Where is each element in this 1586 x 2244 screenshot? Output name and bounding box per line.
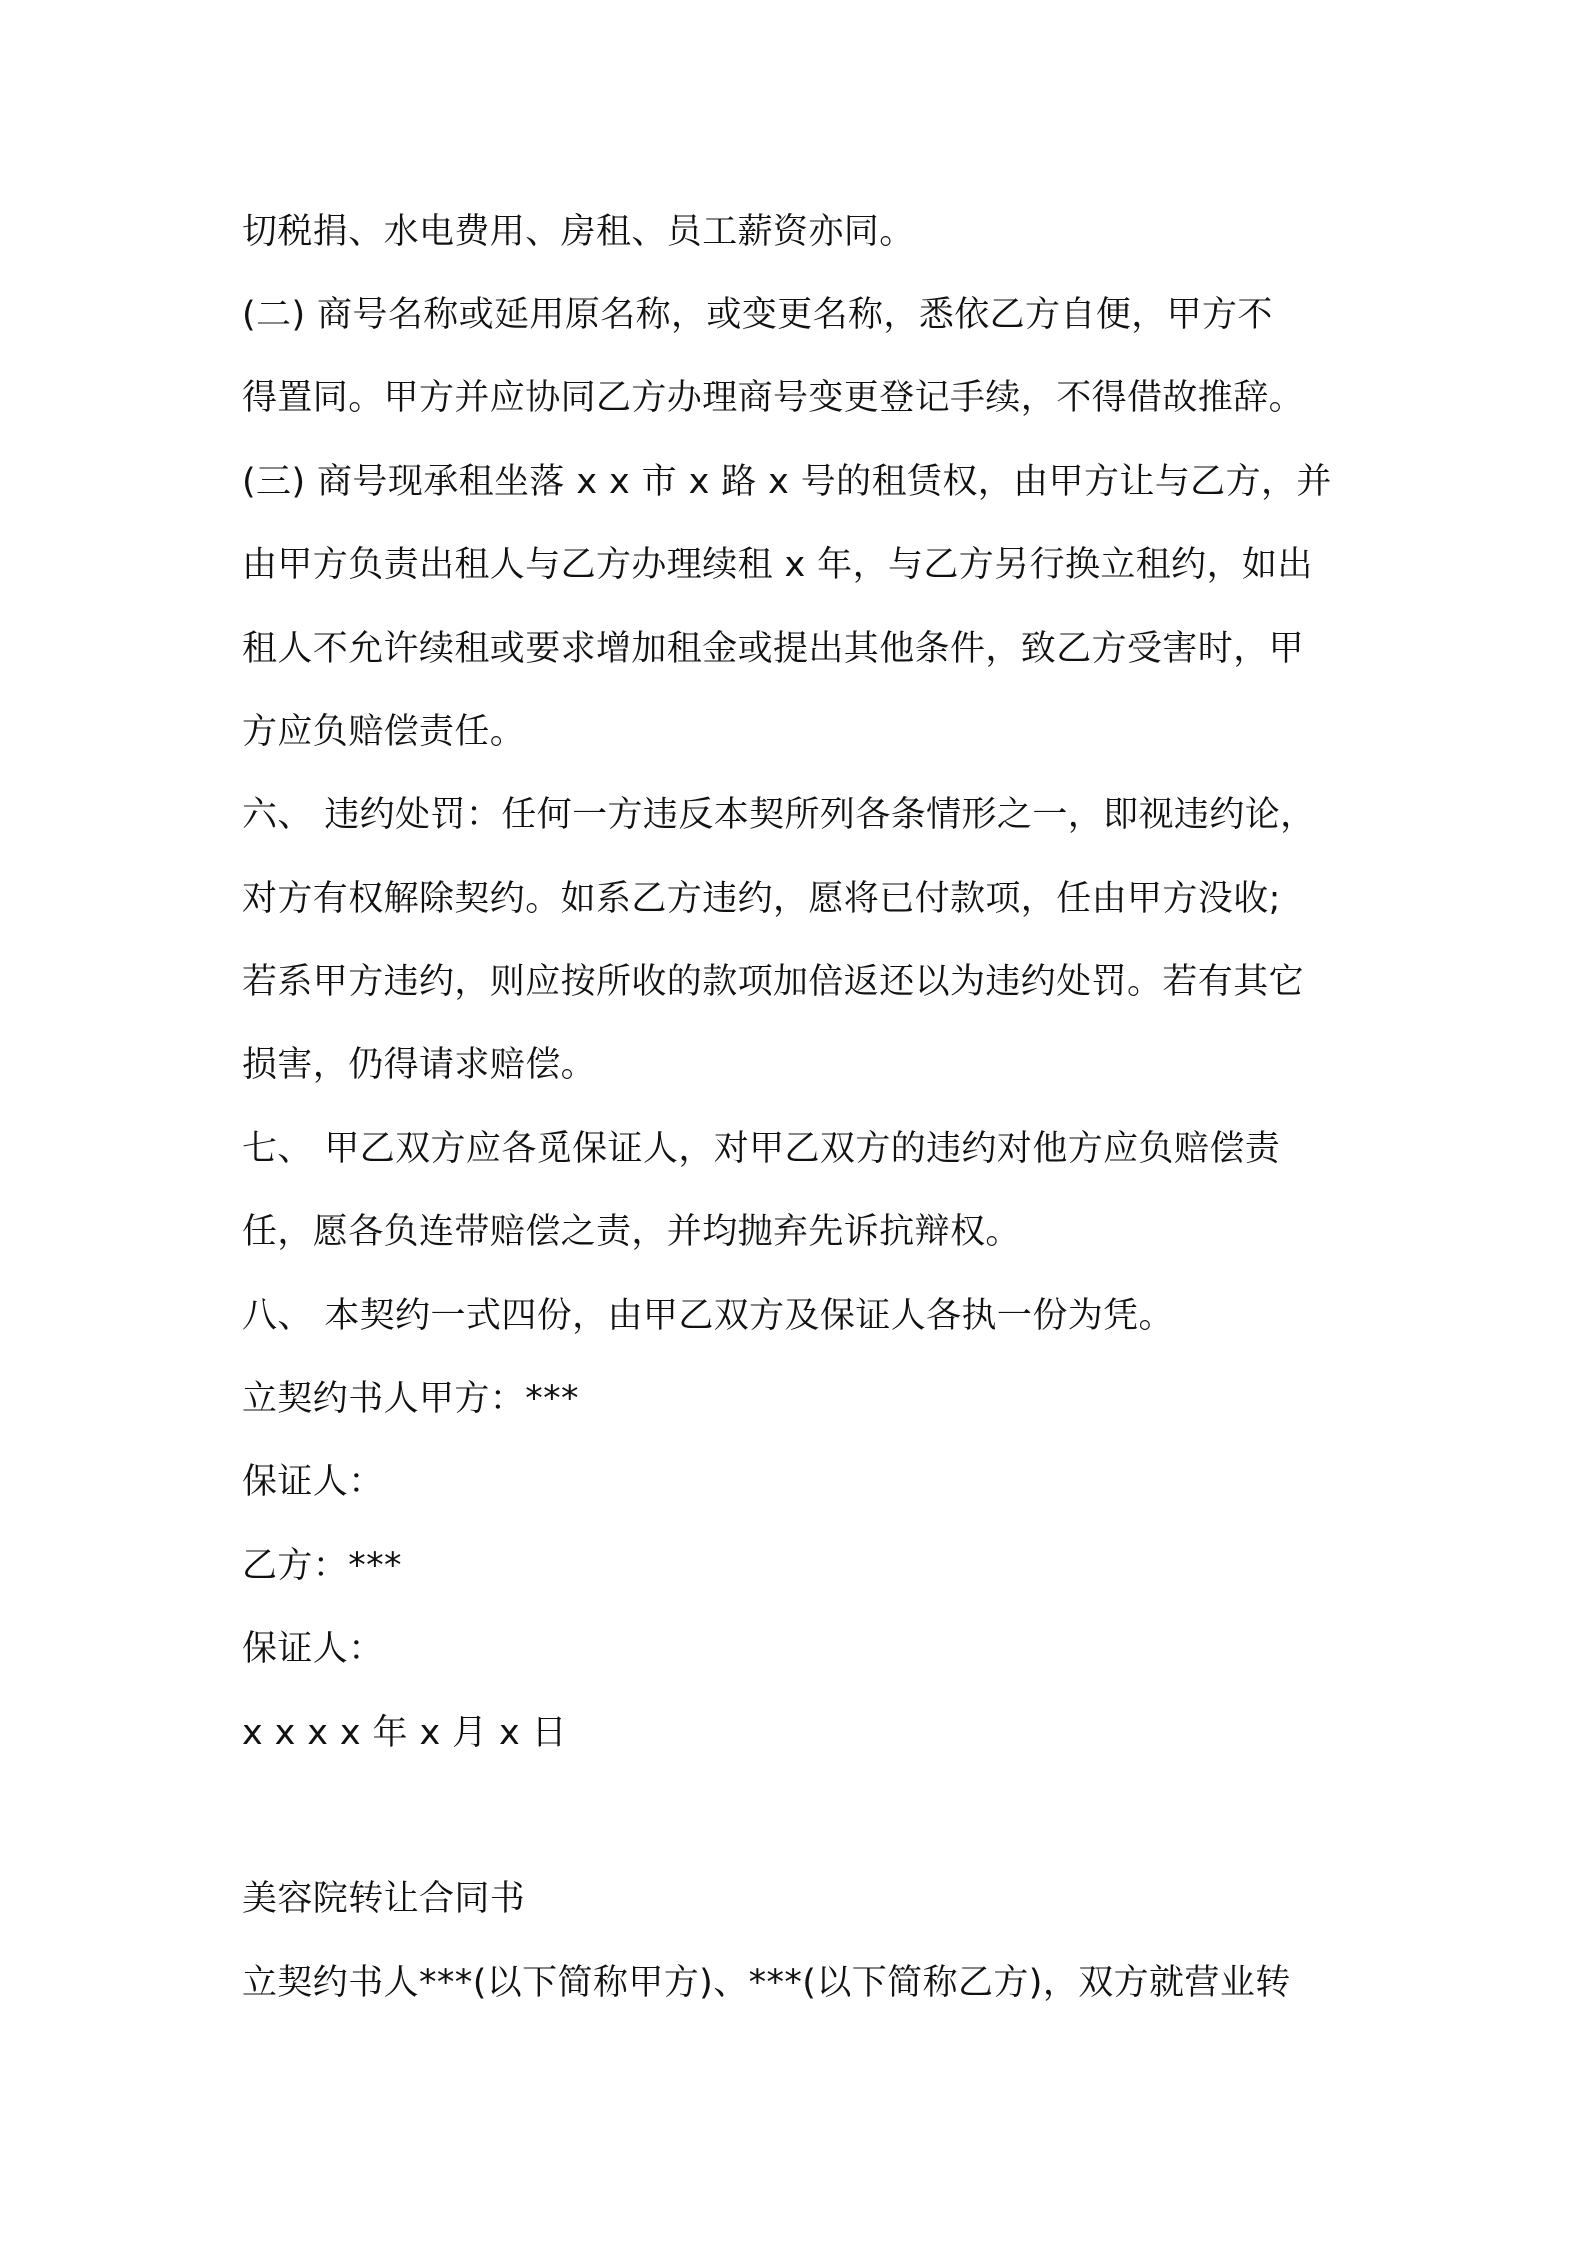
text-line: 方应负赔偿责任。 (242, 712, 526, 752)
signing-date: x x x x 年 x 月 x 日 (242, 1713, 568, 1753)
guarantor-b: 保证人： (242, 1629, 384, 1669)
text-line: 任，愿各负连带赔偿之责，并均抛弃先诉抗辩权。 (242, 1212, 1021, 1252)
section-8-copies: 八、 本契约一式四份，由甲乙双方及保证人各执一份为凭。 (242, 1296, 1174, 1336)
text-line: 租人不允许续租或要求增加租金或提出其他条件，致乙方受害时，甲 (242, 629, 1305, 669)
clause-item-2: (二) 商号名称或延用原名称，或变更名称，悉依乙方自便，甲方不 (242, 295, 1273, 335)
clause-item-3: (三) 商号现承租坐落 x x 市 x 路 x 号的租赁权，由甲方让与乙方，并 (242, 462, 1332, 502)
section-7-guarantor: 七、 甲乙双方应各觅保证人，对甲乙双方的违约对他方应负赔偿责 (242, 1129, 1281, 1169)
text-line: 切税捐、水电费用、房租、员工薪资亦同。 (242, 212, 915, 252)
text-line: 对方有权解除契约。如系乙方违约，愿将已付款项，任由甲方没收; (242, 879, 1281, 919)
guarantor-a: 保证人： (242, 1462, 384, 1502)
text-line: 得置同。甲方并应协同乙方办理商号变更登记手续，不得借故推辞。 (242, 378, 1305, 418)
contract-intro: 立契约书人***(以下简称甲方)、***(以下简称乙方)，双方就营业转 (242, 1963, 1291, 2003)
signatory-party-b: 乙方：*** (242, 1546, 402, 1586)
section-6-breach-penalty: 六、 违约处罚：任何一方违反本契所列各条情形之一，即视违约论， (242, 795, 1316, 835)
text-line: 由甲方负责出租人与乙方办理续租 x 年，与乙方另行换立租约，如出 (242, 545, 1313, 585)
text-line: 损害，仍得请求赔偿。 (242, 1045, 597, 1085)
contract-title: 美容院转让合同书 (242, 1879, 526, 1919)
text-line: 若系甲方违约，则应按所收的款项加倍返还以为违约处罚。若有其它 (242, 962, 1305, 1002)
signatory-party-a: 立契约书人甲方：*** (242, 1379, 579, 1419)
